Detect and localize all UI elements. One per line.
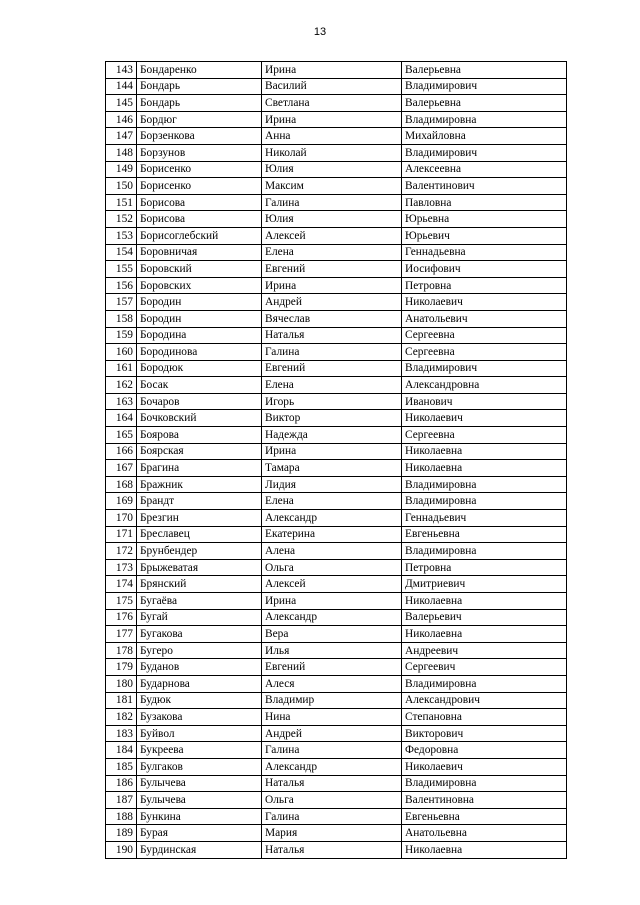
row-number: 152 bbox=[106, 211, 137, 228]
row-number: 177 bbox=[106, 626, 137, 643]
first-name-cell: Юлия bbox=[262, 161, 402, 178]
table-row bbox=[106, 626, 567, 643]
first-name-cell: Илья bbox=[262, 642, 402, 659]
first-name-cell: Владимир bbox=[262, 692, 402, 709]
surname-cell: Букреева bbox=[137, 742, 262, 759]
row-number: 174 bbox=[106, 576, 137, 593]
first-name-cell: Евгений bbox=[262, 360, 402, 377]
patronymic-cell: Дмитриевич bbox=[402, 576, 567, 593]
row-number: 149 bbox=[106, 161, 137, 178]
first-name-cell: Алексей bbox=[262, 227, 402, 244]
surname-cell: Бурдинская bbox=[137, 841, 262, 858]
first-name-cell: Елена bbox=[262, 493, 402, 510]
table-row bbox=[106, 360, 567, 377]
patronymic-cell: Алексеевна bbox=[402, 161, 567, 178]
table-row bbox=[106, 211, 567, 228]
patronymic-cell: Анатольевна bbox=[402, 825, 567, 842]
row-number: 167 bbox=[106, 460, 137, 477]
first-name-cell: Евгений bbox=[262, 261, 402, 278]
table-row bbox=[106, 78, 567, 95]
surname-cell: Борзенкова bbox=[137, 128, 262, 145]
surname-cell: Борисоглебский bbox=[137, 227, 262, 244]
row-number: 147 bbox=[106, 128, 137, 145]
row-number: 178 bbox=[106, 642, 137, 659]
first-name-cell: Александр bbox=[262, 609, 402, 626]
patronymic-cell: Владимирович bbox=[402, 360, 567, 377]
surname-cell: Бородинова bbox=[137, 344, 262, 361]
table-row bbox=[106, 725, 567, 742]
table-row bbox=[106, 675, 567, 692]
first-name-cell: Наталья bbox=[262, 841, 402, 858]
table-row bbox=[106, 659, 567, 676]
patronymic-cell: Владимирович bbox=[402, 78, 567, 95]
patronymic-cell: Евгеньевна bbox=[402, 526, 567, 543]
row-number: 148 bbox=[106, 144, 137, 161]
table-row bbox=[106, 227, 567, 244]
row-number: 165 bbox=[106, 427, 137, 444]
surname-cell: Боровский bbox=[137, 261, 262, 278]
patronymic-cell: Юрьевич bbox=[402, 227, 567, 244]
name-list-table bbox=[105, 61, 567, 859]
first-name-cell: Александр bbox=[262, 510, 402, 527]
patronymic-cell: Владимировна bbox=[402, 775, 567, 792]
table-row bbox=[106, 841, 567, 858]
table-row bbox=[106, 443, 567, 460]
patronymic-cell: Николаевич bbox=[402, 758, 567, 775]
surname-cell: Булычева bbox=[137, 792, 262, 809]
surname-cell: Бородюк bbox=[137, 360, 262, 377]
table-row bbox=[106, 543, 567, 560]
patronymic-cell: Александровна bbox=[402, 377, 567, 394]
patronymic-cell: Иванович bbox=[402, 393, 567, 410]
surname-cell: Бордюг bbox=[137, 111, 262, 128]
table-row bbox=[106, 294, 567, 311]
table-row bbox=[106, 559, 567, 576]
first-name-cell: Анна bbox=[262, 128, 402, 145]
first-name-cell: Алексей bbox=[262, 576, 402, 593]
first-name-cell: Елена bbox=[262, 377, 402, 394]
patronymic-cell: Валерьевна bbox=[402, 95, 567, 112]
surname-cell: Боровских bbox=[137, 277, 262, 294]
row-number: 145 bbox=[106, 95, 137, 112]
surname-cell: Бочаров bbox=[137, 393, 262, 410]
row-number: 179 bbox=[106, 659, 137, 676]
table-row bbox=[106, 493, 567, 510]
patronymic-cell: Евгеньевна bbox=[402, 808, 567, 825]
surname-cell: Бункина bbox=[137, 808, 262, 825]
patronymic-cell: Анатольевич bbox=[402, 310, 567, 327]
surname-cell: Бударнова bbox=[137, 675, 262, 692]
first-name-cell: Николай bbox=[262, 144, 402, 161]
row-number: 182 bbox=[106, 709, 137, 726]
first-name-cell: Евгений bbox=[262, 659, 402, 676]
row-number: 164 bbox=[106, 410, 137, 427]
row-number: 160 bbox=[106, 344, 137, 361]
surname-cell: Бондарь bbox=[137, 78, 262, 95]
patronymic-cell: Сергеевна bbox=[402, 344, 567, 361]
first-name-cell: Вера bbox=[262, 626, 402, 643]
row-number: 153 bbox=[106, 227, 137, 244]
first-name-cell: Андрей bbox=[262, 294, 402, 311]
table-row bbox=[106, 593, 567, 610]
patronymic-cell: Владимировна bbox=[402, 476, 567, 493]
surname-cell: Бреславец bbox=[137, 526, 262, 543]
first-name-cell: Нина bbox=[262, 709, 402, 726]
patronymic-cell: Геннадьевич bbox=[402, 510, 567, 527]
table-row bbox=[106, 161, 567, 178]
first-name-cell: Светлана bbox=[262, 95, 402, 112]
row-number: 170 bbox=[106, 510, 137, 527]
surname-cell: Буданов bbox=[137, 659, 262, 676]
first-name-cell: Александр bbox=[262, 758, 402, 775]
row-number: 162 bbox=[106, 377, 137, 394]
first-name-cell: Ирина bbox=[262, 277, 402, 294]
row-number: 156 bbox=[106, 277, 137, 294]
row-number: 161 bbox=[106, 360, 137, 377]
patronymic-cell: Иосифович bbox=[402, 261, 567, 278]
table-row bbox=[106, 692, 567, 709]
table-row bbox=[106, 344, 567, 361]
table-row bbox=[106, 327, 567, 344]
row-number: 188 bbox=[106, 808, 137, 825]
patronymic-cell: Владимировна bbox=[402, 543, 567, 560]
surname-cell: Боярова bbox=[137, 427, 262, 444]
row-number: 187 bbox=[106, 792, 137, 809]
surname-cell: Будюк bbox=[137, 692, 262, 709]
row-number: 155 bbox=[106, 261, 137, 278]
name-list-body bbox=[106, 62, 567, 859]
row-number: 159 bbox=[106, 327, 137, 344]
patronymic-cell: Федоровна bbox=[402, 742, 567, 759]
table-row bbox=[106, 277, 567, 294]
first-name-cell: Ирина bbox=[262, 62, 402, 79]
patronymic-cell: Геннадьевна bbox=[402, 244, 567, 261]
row-number: 151 bbox=[106, 194, 137, 211]
patronymic-cell: Юрьевна bbox=[402, 211, 567, 228]
table-row bbox=[106, 742, 567, 759]
row-number: 150 bbox=[106, 178, 137, 195]
table-row bbox=[106, 709, 567, 726]
patronymic-cell: Сергеевич bbox=[402, 659, 567, 676]
patronymic-cell: Николаевич bbox=[402, 294, 567, 311]
first-name-cell: Екатерина bbox=[262, 526, 402, 543]
first-name-cell: Виктор bbox=[262, 410, 402, 427]
first-name-cell: Ольга bbox=[262, 559, 402, 576]
table-row bbox=[106, 526, 567, 543]
row-number: 144 bbox=[106, 78, 137, 95]
row-number: 166 bbox=[106, 443, 137, 460]
patronymic-cell: Павловна bbox=[402, 194, 567, 211]
row-number: 175 bbox=[106, 593, 137, 610]
patronymic-cell: Николаевна bbox=[402, 626, 567, 643]
surname-cell: Борисенко bbox=[137, 178, 262, 195]
first-name-cell: Наталья bbox=[262, 775, 402, 792]
first-name-cell: Андрей bbox=[262, 725, 402, 742]
patronymic-cell: Владимировна bbox=[402, 493, 567, 510]
first-name-cell: Ирина bbox=[262, 443, 402, 460]
surname-cell: Брагина bbox=[137, 460, 262, 477]
first-name-cell: Мария bbox=[262, 825, 402, 842]
surname-cell: Бугакова bbox=[137, 626, 262, 643]
patronymic-cell: Владимировна bbox=[402, 675, 567, 692]
row-number: 180 bbox=[106, 675, 137, 692]
surname-cell: Бондарь bbox=[137, 95, 262, 112]
surname-cell: Бурая bbox=[137, 825, 262, 842]
patronymic-cell: Михайловна bbox=[402, 128, 567, 145]
surname-cell: Брандт bbox=[137, 493, 262, 510]
surname-cell: Борисова bbox=[137, 211, 262, 228]
table-row bbox=[106, 642, 567, 659]
first-name-cell: Игорь bbox=[262, 393, 402, 410]
first-name-cell: Ирина bbox=[262, 593, 402, 610]
table-row bbox=[106, 310, 567, 327]
patronymic-cell: Валерьевна bbox=[402, 62, 567, 79]
first-name-cell: Наталья bbox=[262, 327, 402, 344]
patronymic-cell: Владимирович bbox=[402, 144, 567, 161]
first-name-cell: Василий bbox=[262, 78, 402, 95]
table-row bbox=[106, 825, 567, 842]
row-number: 146 bbox=[106, 111, 137, 128]
surname-cell: Бородин bbox=[137, 310, 262, 327]
surname-cell: Булгаков bbox=[137, 758, 262, 775]
row-number: 158 bbox=[106, 310, 137, 327]
row-number: 186 bbox=[106, 775, 137, 792]
table-row bbox=[106, 460, 567, 477]
row-number: 168 bbox=[106, 476, 137, 493]
surname-cell: Булычева bbox=[137, 775, 262, 792]
surname-cell: Бузакова bbox=[137, 709, 262, 726]
row-number: 184 bbox=[106, 742, 137, 759]
table-row bbox=[106, 792, 567, 809]
row-number: 157 bbox=[106, 294, 137, 311]
table-row bbox=[106, 775, 567, 792]
surname-cell: Брянский bbox=[137, 576, 262, 593]
first-name-cell: Максим bbox=[262, 178, 402, 195]
row-number: 154 bbox=[106, 244, 137, 261]
first-name-cell: Галина bbox=[262, 344, 402, 361]
surname-cell: Боровничая bbox=[137, 244, 262, 261]
surname-cell: Бугеро bbox=[137, 642, 262, 659]
first-name-cell: Тамара bbox=[262, 460, 402, 477]
surname-cell: Буйвол bbox=[137, 725, 262, 742]
surname-cell: Боярская bbox=[137, 443, 262, 460]
patronymic-cell: Николаевна bbox=[402, 460, 567, 477]
table-row bbox=[106, 377, 567, 394]
patronymic-cell: Николаевна bbox=[402, 841, 567, 858]
surname-cell: Брезгин bbox=[137, 510, 262, 527]
surname-cell: Босак bbox=[137, 377, 262, 394]
table-row bbox=[106, 111, 567, 128]
row-number: 143 bbox=[106, 62, 137, 79]
row-number: 171 bbox=[106, 526, 137, 543]
row-number: 189 bbox=[106, 825, 137, 842]
patronymic-cell: Владимировна bbox=[402, 111, 567, 128]
patronymic-cell: Степановна bbox=[402, 709, 567, 726]
first-name-cell: Ольга bbox=[262, 792, 402, 809]
surname-cell: Бражник bbox=[137, 476, 262, 493]
surname-cell: Брыжеватая bbox=[137, 559, 262, 576]
surname-cell: Бондаренко bbox=[137, 62, 262, 79]
surname-cell: Бугаёва bbox=[137, 593, 262, 610]
surname-cell: Бородина bbox=[137, 327, 262, 344]
row-number: 169 bbox=[106, 493, 137, 510]
table-row bbox=[106, 609, 567, 626]
table-row bbox=[106, 95, 567, 112]
row-number: 190 bbox=[106, 841, 137, 858]
first-name-cell: Ирина bbox=[262, 111, 402, 128]
first-name-cell: Галина bbox=[262, 808, 402, 825]
table-row bbox=[106, 510, 567, 527]
page-number: 13 bbox=[313, 26, 327, 38]
patronymic-cell: Николаевна bbox=[402, 443, 567, 460]
table-row bbox=[106, 128, 567, 145]
patronymic-cell: Сергеевна bbox=[402, 427, 567, 444]
row-number: 173 bbox=[106, 559, 137, 576]
first-name-cell: Лидия bbox=[262, 476, 402, 493]
first-name-cell: Алена bbox=[262, 543, 402, 560]
first-name-cell: Юлия bbox=[262, 211, 402, 228]
table-row bbox=[106, 576, 567, 593]
table-row bbox=[106, 144, 567, 161]
row-number: 181 bbox=[106, 692, 137, 709]
patronymic-cell: Валентинович bbox=[402, 178, 567, 195]
patronymic-cell: Андреевич bbox=[402, 642, 567, 659]
first-name-cell: Галина bbox=[262, 194, 402, 211]
table-row bbox=[106, 62, 567, 79]
row-number: 176 bbox=[106, 609, 137, 626]
first-name-cell: Елена bbox=[262, 244, 402, 261]
row-number: 185 bbox=[106, 758, 137, 775]
patronymic-cell: Николаевна bbox=[402, 593, 567, 610]
first-name-cell: Алеся bbox=[262, 675, 402, 692]
surname-cell: Бочковский bbox=[137, 410, 262, 427]
row-number: 183 bbox=[106, 725, 137, 742]
patronymic-cell: Петровна bbox=[402, 559, 567, 576]
surname-cell: Брунбендер bbox=[137, 543, 262, 560]
first-name-cell: Вячеслав bbox=[262, 310, 402, 327]
first-name-cell: Надежда bbox=[262, 427, 402, 444]
row-number: 172 bbox=[106, 543, 137, 560]
patronymic-cell: Николаевич bbox=[402, 410, 567, 427]
table-row bbox=[106, 758, 567, 775]
surname-cell: Борисенко bbox=[137, 161, 262, 178]
patronymic-cell: Викторович bbox=[402, 725, 567, 742]
patronymic-cell: Валентиновна bbox=[402, 792, 567, 809]
table-row bbox=[106, 808, 567, 825]
first-name-cell: Галина bbox=[262, 742, 402, 759]
patronymic-cell: Сергеевна bbox=[402, 327, 567, 344]
surname-cell: Борисова bbox=[137, 194, 262, 211]
row-number: 163 bbox=[106, 393, 137, 410]
patronymic-cell: Петровна bbox=[402, 277, 567, 294]
table-row bbox=[106, 194, 567, 211]
table-row bbox=[106, 427, 567, 444]
table-row bbox=[106, 178, 567, 195]
surname-cell: Борзунов bbox=[137, 144, 262, 161]
surname-cell: Бугай bbox=[137, 609, 262, 626]
patronymic-cell: Валерьевич bbox=[402, 609, 567, 626]
surname-cell: Бородин bbox=[137, 294, 262, 311]
table-row bbox=[106, 393, 567, 410]
patronymic-cell: Александрович bbox=[402, 692, 567, 709]
table-row bbox=[106, 261, 567, 278]
table-row bbox=[106, 244, 567, 261]
table-row bbox=[106, 476, 567, 493]
table-row bbox=[106, 410, 567, 427]
